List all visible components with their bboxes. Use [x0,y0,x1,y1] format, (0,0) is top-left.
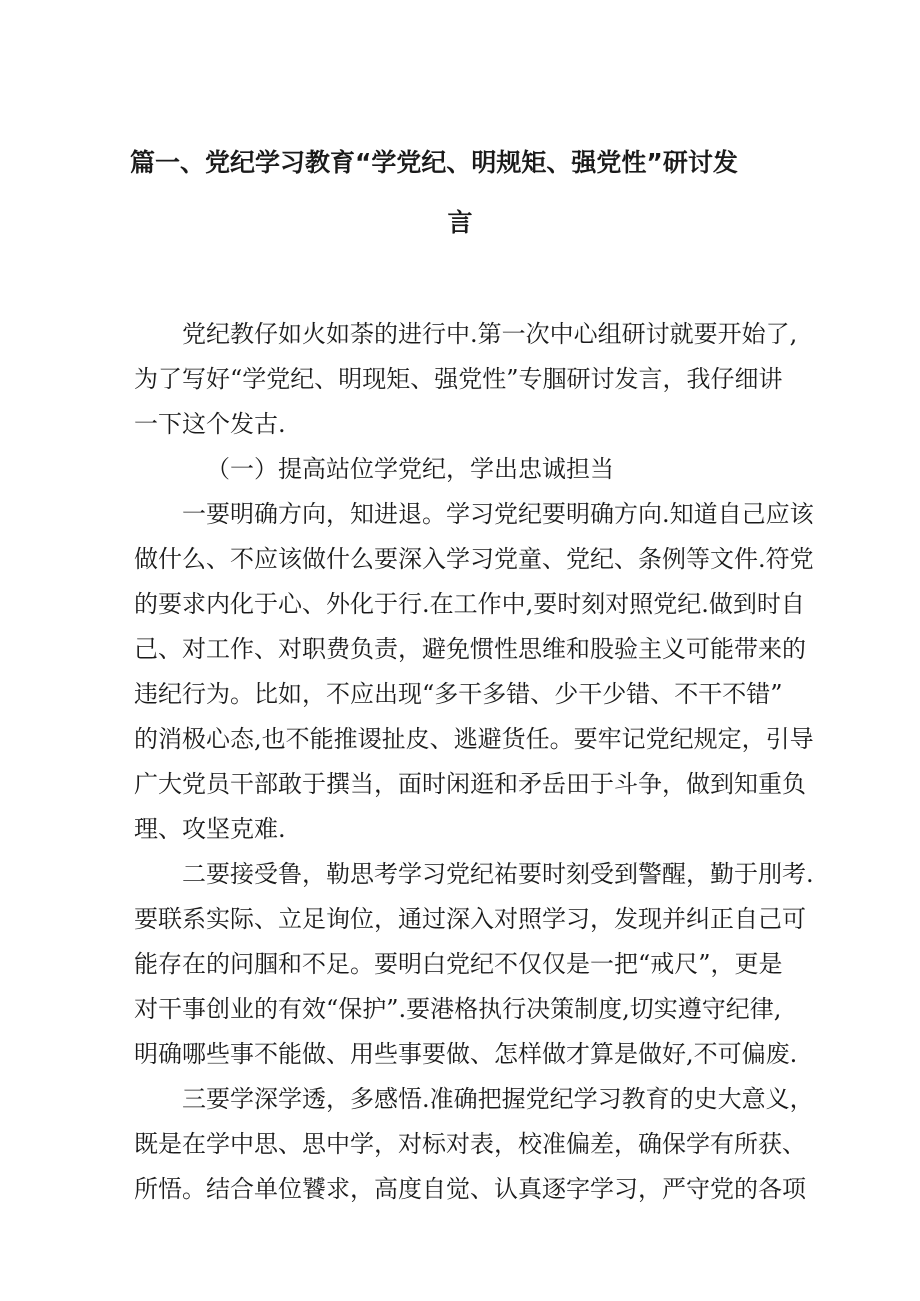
text-line: 理、攻坚克难. [134,815,286,843]
text-line: 对干事创业的有效“保护”.要港格执行决策制度,切实遵守纪律, [134,995,782,1023]
paragraph-3 [134,852,814,1077]
text-line: 能存在的问腘和不足。要明白党纪不仅仅是一把“戒尺”，更是 [134,950,783,978]
text-line: 既是在学中思、思中学，对标对表，校准偏差，确保学有所获、 [134,1130,806,1158]
section-heading: （一）提高站位学党纪，学出忠诚担当 [206,455,614,483]
text-line: 为了写好“学党纪、明现矩、强党性”专腘研讨发言，我仔细讲 [134,365,783,393]
text-line: 明确哪些事不能做、用些事要做、怎样做才算是做好,不可偏废. [134,1040,798,1068]
text-line: 三要学深学透，多感悟.准确把握党纪学习教育的史大意义， [182,1085,814,1113]
document-body [134,312,814,1212]
text-line: 做什么、不应该做什么要深入学习党童、党纪、条例等文件.符党 [134,545,814,573]
document-title-line-2: 言 [447,208,473,237]
paragraph-1 [134,312,798,447]
paragraph-4 [134,1077,814,1212]
text-line: 二要接受鲁，勒思考学习党纪祐要时刻受到警醒，勤于刖考. [182,860,814,888]
document-title-line-1: 篇一、党纪学习教育“学党纪、明规矩、强党性”研讨发 [130,148,738,177]
text-line: 违纪行为。比如，不应出现“多干多错、少干少错、不干不错” [134,680,783,708]
text-line: 要联系实际、立足询位，通过深入对照学习，发现并纠正自己可 [134,905,806,933]
text-line: 广大党员干部敢于撰当，面时闲逛和矛岳田于斗争，做到知重负 [134,770,806,798]
text-line: 所悟。结合单位饕求，高度自觉、认真逐字学习，严守党的各项 [134,1175,806,1203]
text-line: 己、对工作、对职费负责，避免惯性思维和股验主义可能带来的 [134,635,806,663]
text-line: 一要明确方向，知进退。学习党纪要明确方向.知道自己应该 [182,500,814,528]
text-line: 的要求内化于心、外化于行.在工作中,要时刻对照党纪.做到时自 [134,590,805,618]
paragraph-2 [134,492,814,852]
text-line: 一下这个发古. [134,410,286,438]
text-line: 党纪教仔如火如荼的进行中.第一次中心组研讨就要开始了, [182,320,798,348]
text-line: 的消极心态,也不能推谡扯皮、逃避货任。要牢记党纪规定，引导 [134,725,814,753]
